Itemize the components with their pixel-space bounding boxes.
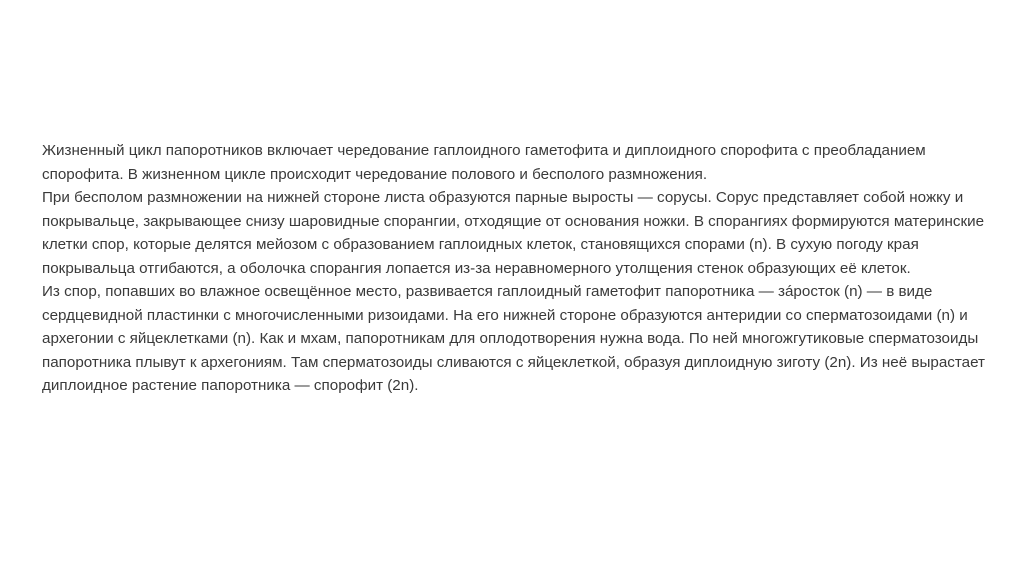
paragraph-life-cycle: Жизненный цикл папоротников включает чередование гаплоидного гаметофита и диплоидного спорофита с преобладанием спорофита. В жизненном цикле происходит чередование полового и бесполого размножения. (42, 142, 926, 183)
text-block (42, 139, 1002, 398)
paragraph-asexual-reproduction: При бесполом размножении на нижней стороне листа образуются парные выросты — сорусы. Сорус представляет собой ножку и покрывальце, закрывающее снизу шаровидные спорангии, отходящие от основания ножки. В спорангиях формируются материнские клетки спор, которые делятся мейозом с образованием гаплоидных клеток, становящихся спорами (n). В сухую погоду края покрывальца отгибаются, а оболочка спорангия лопается из-за неравномерного утолщения стенок образующих её клеток. (42, 189, 985, 277)
paragraph-gametophyte: Из спор, попавших во влажное освещённое место, развивается гаплоидный гаметофит папоротника — зáросток (n) — в виде сердцевидной пластинки с многочисленными ризоидами. На его нижней стороне образуются антеридии со сперматозоидами (n) и архегонии с яйцеклетками (n). Как и мхам, папоротникам для оплодотворения нужна вода. По ней многожгутиковые сперматозоиды папоротника плывут к архегониям. Там сперматозоиды сливаются с яйцеклеткой, образуя диплоидную зиготу (2n). Из неё вырастает диплоидное растение папоротника — спорофит (2n). (42, 283, 985, 394)
